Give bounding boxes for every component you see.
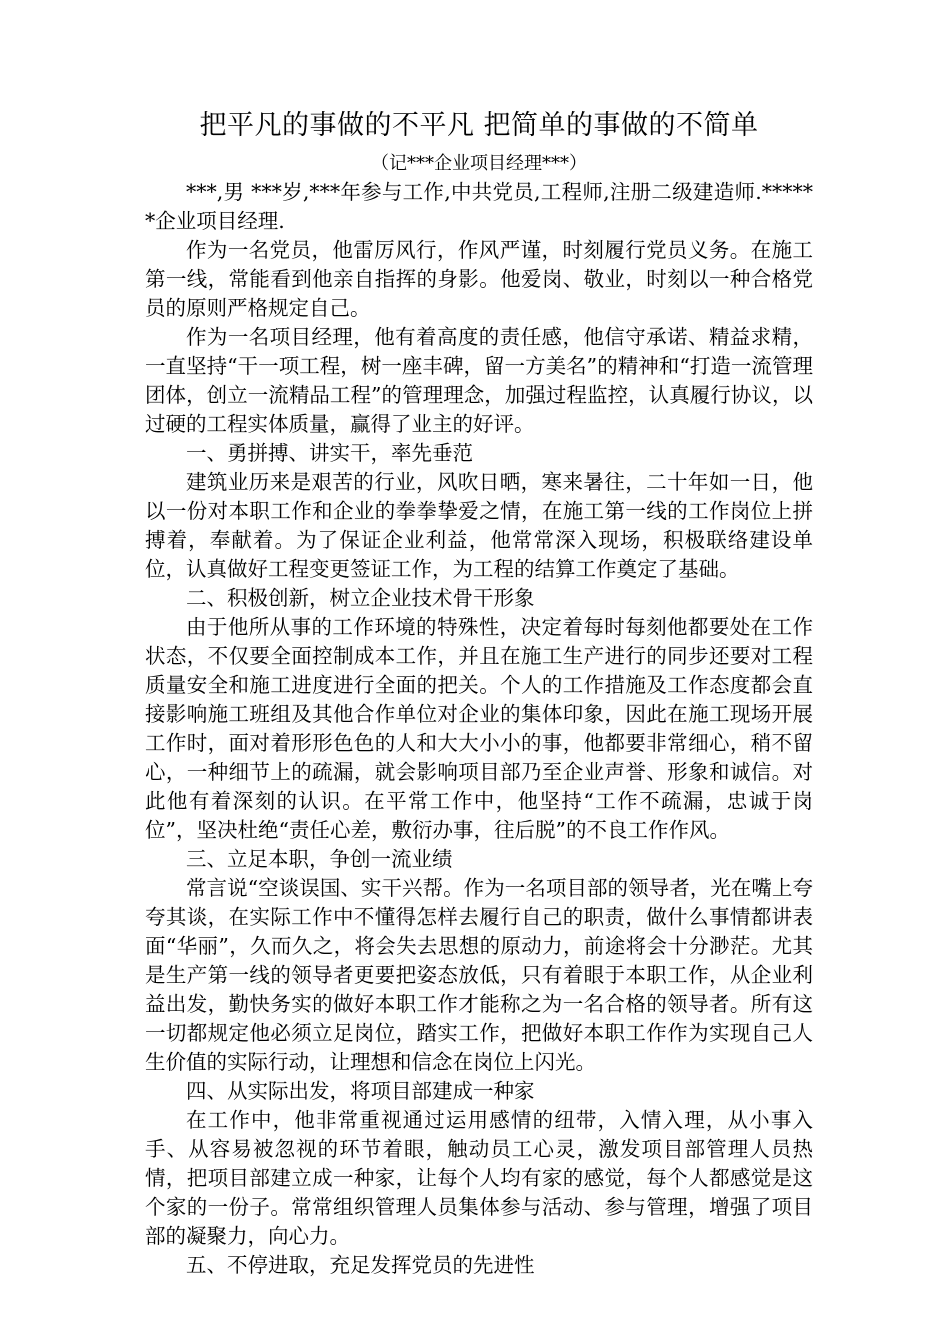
- paragraph: 由于他所从事的工作环境的特殊性，决定着每时每刻他都要处在工作状态，不仅要全面控制成本工作，并且在施工生产进行的同步还要对工程质量安全和施工进度进行全面的把关。个人的工作措施及工作态度都会直接影响施工班组及其他合作单位对企业的集体印象，因此在施工现场开展工作时，面对着形形色色的人和大大小小的事，他都要非常细心，稍不留心，一种细节上的疏漏，就会影响项目部乃至企业声誉、形象和诚信。对此他有着深刻的认识。在平常工作中，他坚持“工作不疏漏，忠诚于岗位”，坚决杜绝“责任心差，敷衍办事，往后脱”的不良工作作风。: [145, 615, 813, 842]
- paragraph: 在工作中，他非常重视通过运用感情的纽带，入情入理，从小事入手、从容易被忽视的环节着眼，触动员工心灵，激发项目部管理人员热情，把项目部建立成一种家，让每个人均有家的感觉，每个人都感觉是这个家的一份子。常常组织管理人员集体参与活动、参与管理，增强了项目部的凝聚力，向心力。: [145, 1108, 813, 1248]
- section-heading-5: 五、不停进取，充足发挥党员的先进性: [186, 1253, 535, 1277]
- paragraph: 作为一名党员，他雷厉风行，作风严谨，时刻履行党员义务。在施工第一线，常能看到他亲自指挥的身影。他爱岗、敬业，时刻以一种合格党员的原则严格规定自己。: [145, 238, 813, 320]
- document-subtitle: （记***企业项目经理***）: [371, 153, 587, 174]
- paragraph-intro: ***,男 ***岁,***年参与工作,中共党员,工程师,注册二级建造师.******企业项目经理.: [145, 180, 813, 233]
- paragraph: 建筑业历来是艰苦的行业，风吹日晒，寒来暑往，二十年如一日，他以一份对本职工作和企业的拳拳挚爱之情，在施工第一线的工作岗位上拼搏着，奉献着。为了保证企业利益，他常常深入现场，积极联络建设单位，认真做好工程变更签证工作，为工程的结算工作奠定了基础。: [145, 470, 813, 581]
- section-heading-1: 一、勇拼搏、讲实干，率先垂范: [186, 441, 473, 465]
- section-heading-2: 二、积极创新，树立企业技术骨干形象: [186, 586, 535, 610]
- document-title: 把平凡的事做的不平凡 把简单的事做的不简单: [199, 110, 759, 141]
- paragraph: 作为一名项目经理，他有着高度的责任感，他信守承诺、精益求精，一直坚持“干一项工程，树一座丰碑，留一方美名”的精神和“打造一流管理团体，创立一流精品工程”的管理理念，加强过程监控，认真履行协议，以过硬的工程实体质量，赢得了业主的好评。: [145, 325, 813, 436]
- section-heading-3: 三、立足本职，争创一流业绩: [186, 847, 453, 871]
- section-heading-4: 四、从实际出发，将项目部建成一种家: [186, 1079, 535, 1103]
- document-page: [145, 106, 813, 1280]
- paragraph: 常言说“空谈误国、实干兴帮。作为一名项目部的领导者，光在嘴上夸夸其谈，在实际工作中不懂得怎样去履行自己的职责，做什么事情都讲表面“华丽”，久而久之，将会失去思想的原动力，前途将会十分渺茫。尤其是生产第一线的领导者更要把姿态放低，只有着眼于本职工作，从企业利益出发，勤快务实的做好本职工作才能称之为一名合格的领导者。所有这一切都规定他必须立足岗位，踏实工作，把做好本职工作作为实现自己人生价值的实际行动，让理想和信念在岗位上闪光。: [145, 876, 813, 1074]
